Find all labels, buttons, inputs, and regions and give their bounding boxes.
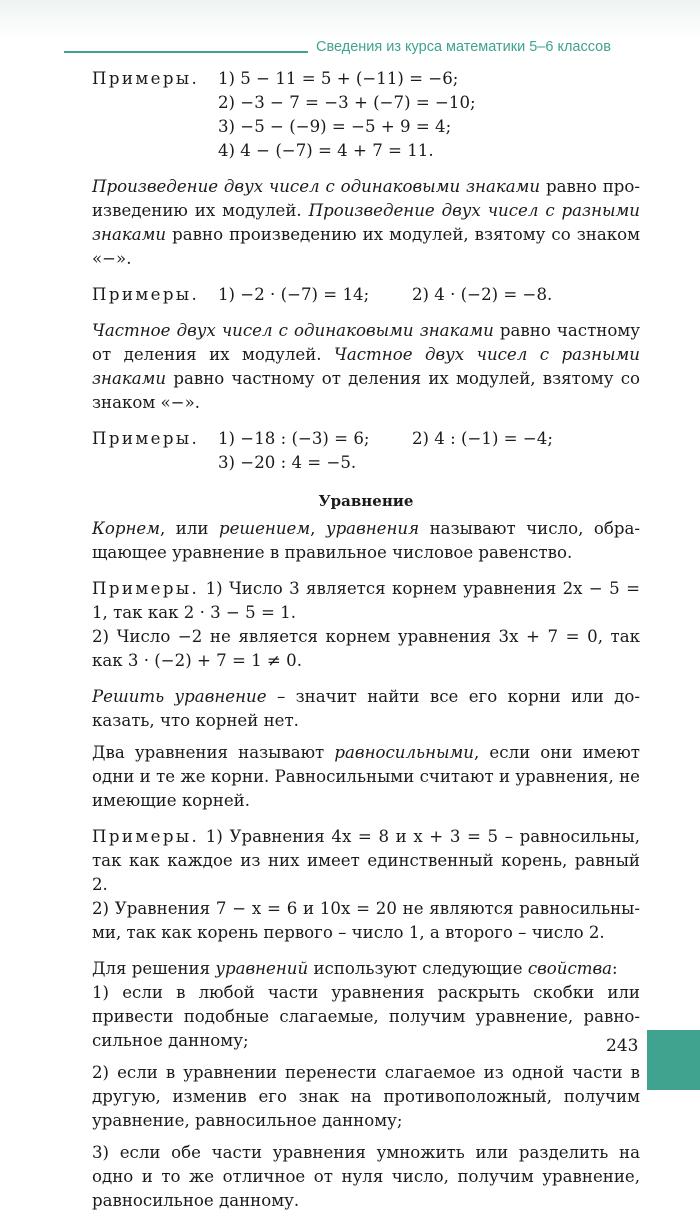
- quotient-rule-paragraph: Частное двух чисел с одинаковыми знаками равно частному от деления их модулей. Частное двух чисел с разными знаками равно частному от деления их модулей, взятому со знаком «−».: [92, 321, 640, 412]
- solve-definition-paragraph: Решить уравнение – значит найти все его корни или доказать, что корней нет.: [92, 687, 640, 730]
- root-example-2: 2) Число −2 не является корнем уравнения 3x + 7 = 0, так как 3 · (−2) + 7 = 1 ≠ 0.: [92, 627, 640, 670]
- examples-label: Примеры.: [92, 827, 200, 846]
- properties-intro: Для решения уравнений используют следующие свойства:: [92, 959, 618, 978]
- examples-row: [92, 451, 640, 475]
- example-item: 2) 4 · (−2) = −8.: [412, 285, 553, 304]
- examples-row: [92, 139, 640, 163]
- example-item: 3) −5 − (−9) = −5 + 9 = 4;: [218, 117, 452, 136]
- equivalent-example-1: Примеры. 1) Уравнения 4x = 8 и x + 3 = 5 – равносильны, так как каждое из них имеет единственный корень, равный 2.: [92, 827, 640, 894]
- running-header: [64, 37, 642, 57]
- header-rule: [64, 51, 308, 53]
- example-item: 4) 4 − (−7) = 4 + 7 = 11.: [218, 141, 434, 160]
- example-item: 1) 5 − 11 = 5 + (−11) = −6;: [218, 69, 459, 88]
- property-item-1: 1) если в любой части уравнения раскрыть скобки или привести подобные слагаемые, получим уравнение, равносильное данному;: [92, 983, 640, 1050]
- examples-label: Примеры.: [92, 69, 200, 88]
- example-item: 1) −2 · (−7) = 14;: [218, 285, 370, 304]
- examples-row: [92, 67, 640, 91]
- examples-label: Примеры.: [92, 285, 200, 304]
- running-header-title: Сведения из курса математики 5–6 классов: [316, 39, 611, 55]
- example-item: 2) 4 : (−1) = −4;: [412, 429, 553, 448]
- example-item: 1) −18 : (−3) = 6;: [218, 429, 370, 448]
- page-tab-marker: [647, 1030, 700, 1090]
- page-content: [92, 67, 640, 1213]
- root-definition-paragraph: Корнем, или решением, уравнения называют число, обращающее уравнение в правильное числовое равенство.: [92, 519, 640, 562]
- equivalent-example-2: 2) Уравнения 7 − x = 6 и 10x = 20 не являются равносильными, так как корень первого – число 1, а второго – число 2.: [92, 899, 640, 942]
- example-item: 3) −20 : 4 = −5.: [218, 453, 357, 472]
- property-item-2: 2) если в уравнении перенести слагаемое из одной части в другую, изменив его знак на противоположный, получим уравнение, равносильное данному;: [92, 1063, 640, 1130]
- examples-row: [92, 283, 640, 307]
- examples-label: Примеры.: [92, 429, 200, 448]
- examples-row: [92, 115, 640, 139]
- example-item: 2) −3 − 7 = −3 + (−7) = −10;: [218, 93, 476, 112]
- property-item-3: 3) если обе части уравнения умножить или разделить на одно и то же отличное от нуля число, получим уравнение, равносильное данному.: [92, 1143, 640, 1210]
- root-example-1: Примеры. 1) Число 3 является корнем уравнения 2x − 5 = 1, так как 2 · 3 − 5 = 1.: [92, 579, 640, 622]
- examples-label: Примеры.: [92, 579, 200, 598]
- examples-row: [92, 427, 640, 451]
- page-number: 243: [606, 1036, 639, 1056]
- header-band: [0, 0, 700, 40]
- product-rule-paragraph: Произведение двух чисел с одинаковыми знаками равно произведению их модулей. Произведение двух чисел с разными знаками равно произведению их модулей, взятому со знаком «−».: [92, 177, 640, 268]
- equivalent-definition-paragraph: Два уравнения называют равносильными, если они имеют одни и те же корни. Равносильными считают и уравнения, не имеющие корней.: [92, 743, 640, 810]
- examples-row: [92, 91, 640, 115]
- section-title: Уравнение: [318, 492, 414, 510]
